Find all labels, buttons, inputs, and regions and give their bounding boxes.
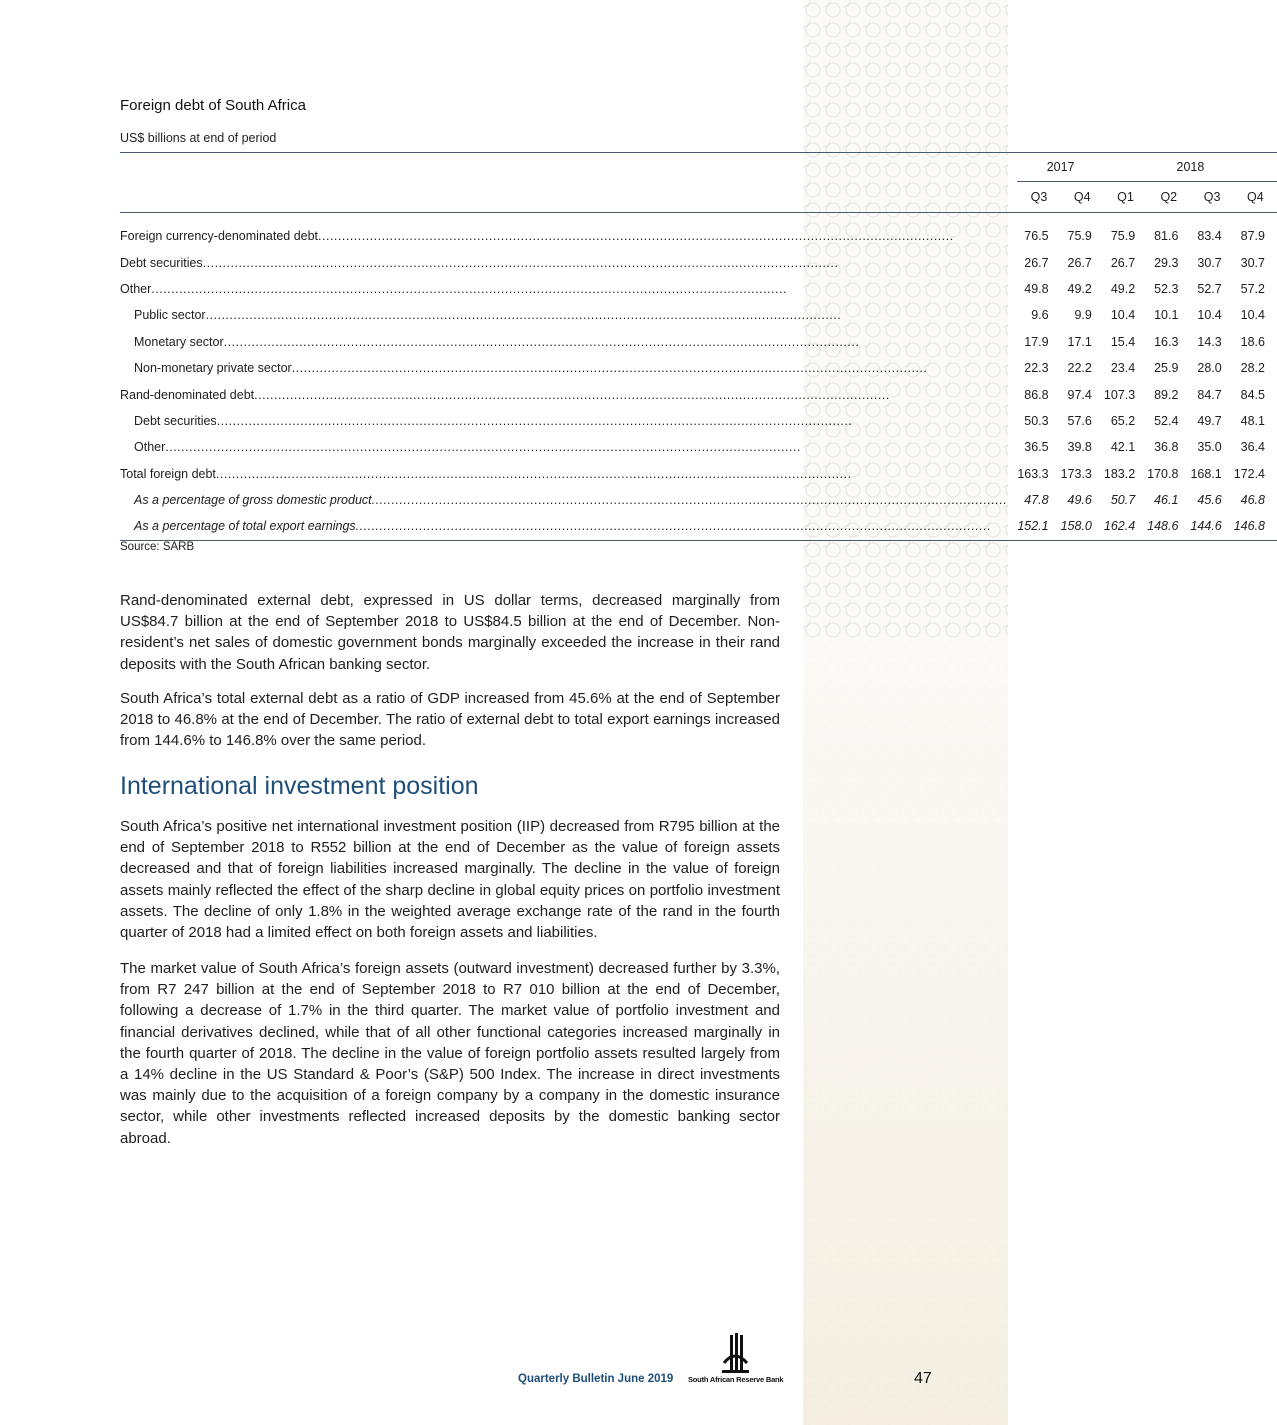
leader-dots: ................................................................................................................................................................ bbox=[223, 334, 860, 349]
table-row bbox=[120, 223, 1277, 249]
value-cell: 173.3 bbox=[1060, 466, 1092, 481]
value-cell: 170.8 bbox=[1147, 466, 1179, 481]
table-row bbox=[120, 434, 1277, 460]
row-label: Non-monetary private sector bbox=[134, 361, 292, 376]
page-number: 47 bbox=[914, 1370, 932, 1387]
value-cell: 39.8 bbox=[1067, 440, 1092, 455]
row-label-cell bbox=[120, 329, 1017, 355]
sarb-logo bbox=[688, 1333, 783, 1385]
value-cell: 36.8 bbox=[1154, 440, 1179, 455]
row-label: Rand-denominated debt bbox=[120, 387, 255, 402]
value-cell: 97.4 bbox=[1067, 387, 1092, 402]
value-cell: 49.6 bbox=[1067, 493, 1092, 508]
value-cell: 30.7 bbox=[1197, 255, 1222, 270]
value-cell: 87.9 bbox=[1240, 229, 1265, 244]
value-cell: 81.6 bbox=[1154, 229, 1179, 244]
value-cell: 9.9 bbox=[1074, 308, 1092, 323]
value-cell: 162.4 bbox=[1104, 513, 1147, 540]
value-cell: 84.5 bbox=[1240, 387, 1265, 402]
year-header: 2017 bbox=[1017, 153, 1104, 182]
value-cell: 14.3 bbox=[1197, 334, 1222, 349]
value-cell: 152.1 bbox=[1017, 513, 1060, 540]
value-cell: 57.2 bbox=[1240, 281, 1265, 296]
value-cell: 17.1 bbox=[1067, 334, 1092, 349]
leader-dots: ................................................................................................................................................................ bbox=[151, 281, 787, 296]
row-label-cell bbox=[120, 381, 1017, 407]
value-cell: 22.3 bbox=[1024, 361, 1049, 376]
sarb-emblem-icon bbox=[688, 1333, 783, 1375]
value-cell: 76.5 bbox=[1024, 229, 1049, 244]
row-label: Foreign currency-denominated debt bbox=[120, 229, 319, 244]
quarter-header: Q4 bbox=[1061, 182, 1104, 213]
paragraph: South Africa’s total external debt as a ratio of GDP increased from 45.6% at the end of September 2018 to 46.8% at the end of December. The ratio of external debt to total export earnings increased from 144.6% to 146.8% over the same period. bbox=[120, 690, 780, 750]
value-cell: 89.2 bbox=[1154, 387, 1179, 402]
table-row bbox=[120, 249, 1277, 275]
table-row bbox=[120, 461, 1277, 487]
value-cell: 45.6 bbox=[1197, 493, 1222, 508]
value-cell: 86.8 bbox=[1024, 387, 1049, 402]
quarter-header: Q3 bbox=[1017, 182, 1060, 213]
value-cell: 50.3 bbox=[1024, 413, 1049, 428]
logo-text: South African Reserve Bank bbox=[688, 1375, 784, 1384]
row-label-cell bbox=[120, 276, 1017, 302]
value-cell: 15.4 bbox=[1110, 334, 1136, 349]
leader-dots: ................................................................................................................................................................ bbox=[202, 255, 839, 270]
leader-dots: ................................................................................................................................................................ bbox=[215, 466, 852, 481]
leader-dots: ................................................................................................................................................................ bbox=[318, 229, 954, 244]
leader-dots: ................................................................................................................................................................ bbox=[355, 519, 992, 534]
leader-dots: ................................................................................................................................................................ bbox=[371, 493, 1008, 508]
value-cell: 49.8 bbox=[1024, 281, 1049, 296]
table-row bbox=[120, 302, 1277, 328]
value-cell: 10.4 bbox=[1197, 308, 1222, 323]
leader-dots: ................................................................................................................................................................ bbox=[254, 387, 890, 402]
value-cell: 48.1 bbox=[1240, 413, 1265, 428]
table-row bbox=[120, 276, 1277, 302]
row-label-cell bbox=[120, 513, 1017, 540]
publication-title: Quarterly Bulletin June 2019 bbox=[518, 1373, 674, 1385]
value-cell: 25.9 bbox=[1154, 361, 1179, 376]
value-cell: 23.4 bbox=[1110, 361, 1136, 376]
table-row bbox=[120, 355, 1277, 381]
value-cell: 75.9 bbox=[1110, 229, 1136, 244]
paragraph: Rand-denominated external debt, expressed in US dollar terms, decreased marginally from US$84.7 billion at the end of September 2018 to US$84.5 billion at the end of December. Non-resident’s net sales of domestic government bonds marginally exceeded the increase in their rand deposits with the South African banking sector. bbox=[120, 592, 780, 673]
value-cell: 36.5 bbox=[1024, 440, 1049, 455]
leader-dots: ................................................................................................................................................................ bbox=[216, 413, 853, 428]
value-cell: 26.7 bbox=[1067, 255, 1092, 270]
value-cell: 35.0 bbox=[1197, 440, 1222, 455]
leader-dots: ................................................................................................................................................................ bbox=[291, 361, 928, 376]
row-label: Public sector bbox=[134, 308, 206, 323]
table-row bbox=[120, 513, 1277, 540]
quarter-header: Q3 bbox=[1190, 182, 1233, 213]
row-label-cell bbox=[120, 223, 1017, 249]
value-cell: 65.2 bbox=[1110, 413, 1136, 428]
value-cell: 36.4 bbox=[1240, 440, 1265, 455]
leader-dots: ................................................................................................................................................................ bbox=[165, 440, 801, 455]
row-label-cell bbox=[120, 408, 1017, 434]
table-source: Source: SARB bbox=[120, 541, 195, 553]
value-cell: 168.1 bbox=[1190, 466, 1222, 481]
table-corner bbox=[120, 182, 1017, 213]
value-cell: 29.3 bbox=[1154, 255, 1179, 270]
value-cell: 30.7 bbox=[1240, 255, 1265, 270]
quarter-header: Q4 bbox=[1234, 182, 1277, 213]
row-label: Debt securities bbox=[134, 413, 217, 428]
value-cell: 183.2 bbox=[1103, 466, 1136, 481]
value-cell: 84.7 bbox=[1197, 387, 1222, 402]
value-cell: 49.7 bbox=[1197, 413, 1222, 428]
table-row bbox=[120, 329, 1277, 355]
value-cell: 50.7 bbox=[1110, 493, 1136, 508]
value-cell: 52.4 bbox=[1154, 413, 1179, 428]
value-cell: 17.9 bbox=[1024, 334, 1049, 349]
leader-dots: ................................................................................................................................................................ bbox=[205, 308, 842, 323]
row-label: Monetary sector bbox=[134, 334, 224, 349]
value-cell: 22.2 bbox=[1067, 361, 1092, 376]
value-cell: 47.8 bbox=[1024, 493, 1049, 508]
row-label-cell bbox=[120, 249, 1017, 275]
row-label: Other bbox=[134, 440, 166, 455]
value-cell: 83.4 bbox=[1197, 229, 1222, 244]
row-label: Other bbox=[120, 281, 152, 296]
value-cell: 42.1 bbox=[1110, 440, 1136, 455]
value-cell: 9.6 bbox=[1031, 308, 1049, 323]
value-cell: 49.2 bbox=[1110, 281, 1136, 296]
value-cell: 26.7 bbox=[1024, 255, 1049, 270]
foreign-debt-table bbox=[120, 152, 1277, 541]
row-label-cell bbox=[120, 355, 1017, 381]
value-cell: 46.8 bbox=[1240, 493, 1265, 508]
value-cell: 10.1 bbox=[1154, 308, 1179, 323]
row-label-cell bbox=[120, 434, 1017, 460]
row-label-cell bbox=[120, 461, 1017, 487]
value-cell: 46.1 bbox=[1154, 493, 1179, 508]
value-cell: 26.7 bbox=[1110, 255, 1136, 270]
row-label: As a percentage of gross domestic product bbox=[134, 493, 372, 508]
value-cell: 148.6 bbox=[1147, 513, 1190, 540]
value-cell: 107.3 bbox=[1103, 387, 1136, 402]
value-cell: 28.2 bbox=[1240, 361, 1265, 376]
decorative-pattern-lower bbox=[803, 640, 1008, 1425]
row-label: As a percentage of total export earnings bbox=[134, 519, 356, 534]
value-cell: 144.6 bbox=[1190, 513, 1233, 540]
table-corner bbox=[120, 153, 1017, 182]
quarter-header: Q1 bbox=[1104, 182, 1147, 213]
year-header: 2018 bbox=[1104, 153, 1277, 182]
value-cell: 57.6 bbox=[1067, 413, 1092, 428]
table-row bbox=[120, 381, 1277, 407]
value-cell: 163.3 bbox=[1017, 466, 1049, 481]
table-title: Foreign debt of South Africa bbox=[120, 97, 306, 114]
paragraph: The market value of South Africa’s foreign assets (outward investment) decreased further by 3.3%, from R7 247 billion at the end of September 2018 to R7 010 billion at the end of December, following a decrease of 1.7% in the third quarter. The market value of portfolio investment and financial derivatives declined, while that of all other functional categories increased marginally in the fourth quarter of 2018. The decline in the value of foreign portfolio assets resulted largely from a 14% decline in the US Standard & Poor’s (S&P) 500 Index. The increase in direct investments was mainly due to the acquisition of a foreign company by a company in the domestic insurance sector, while other investments reflected increased deposits by the domestic banking sector abroad. bbox=[120, 960, 780, 1147]
row-label-cell bbox=[120, 487, 1017, 513]
quarter-header: Q2 bbox=[1147, 182, 1190, 213]
value-cell: 146.8 bbox=[1234, 513, 1277, 540]
value-cell: 52.3 bbox=[1154, 281, 1179, 296]
value-cell: 52.7 bbox=[1197, 281, 1222, 296]
value-cell: 18.6 bbox=[1240, 334, 1265, 349]
row-label-cell bbox=[120, 302, 1017, 328]
table-unit: US$ billions at end of period bbox=[120, 131, 277, 145]
value-cell: 75.9 bbox=[1067, 229, 1092, 244]
value-cell: 158.0 bbox=[1061, 513, 1104, 540]
table-row bbox=[120, 408, 1277, 434]
section-heading: International investment position bbox=[120, 772, 479, 800]
table-row bbox=[120, 487, 1277, 513]
value-cell: 16.3 bbox=[1154, 334, 1179, 349]
value-cell: 10.4 bbox=[1240, 308, 1265, 323]
value-cell: 10.4 bbox=[1110, 308, 1136, 323]
value-cell: 172.4 bbox=[1233, 466, 1265, 481]
row-label: Total foreign debt bbox=[120, 466, 216, 481]
paragraph: South Africa’s positive net international investment position (IIP) decreased from R795 billion at the end of September 2018 to R552 billion at the end of December as the value of foreign assets decreased and that of foreign liabilities increased marginally. The decline in the value of foreign assets mainly reflected the effect of the sharp decline in global equity prices on portfolio investment assets. The decline of only 1.8% in the weighted average exchange rate of the rand in the fourth quarter of 2018 had a limited effect on both foreign assets and liabilities. bbox=[120, 818, 780, 942]
row-label: Debt securities bbox=[120, 255, 203, 270]
value-cell: 28.0 bbox=[1197, 361, 1222, 376]
value-cell: 49.2 bbox=[1067, 281, 1092, 296]
